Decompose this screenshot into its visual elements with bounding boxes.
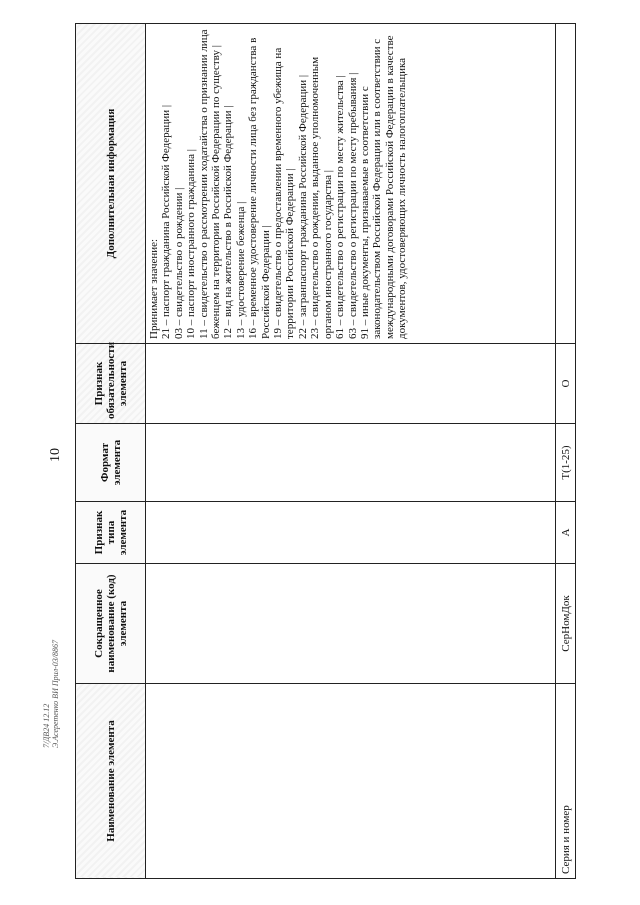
table-row — [556, 24, 576, 879]
cell-element-name: Серия и номер — [556, 684, 576, 879]
elements-table — [75, 23, 576, 879]
cell-additional-info — [146, 24, 556, 344]
page-number: 10 — [48, 448, 63, 462]
cell-empty — [146, 502, 556, 564]
list-item: 03 – свидетельство о рождении | — [172, 187, 185, 339]
document-table-area — [75, 24, 575, 879]
cell-empty — [556, 24, 576, 344]
header-additional-info: Дополнительная информация — [76, 24, 146, 344]
list-item: 12 – вид на жительство в Российской Федерации | — [222, 105, 235, 339]
list-item: 21 – паспорт гражданина Российской Федерации | — [160, 104, 173, 339]
cell-element-code: СерНомДок — [556, 564, 576, 684]
cell-element-format: T(1-25) — [556, 424, 576, 502]
list-item: 91 – иные документы, признаваемые в соответствии с законодательством Российской Федерации или в соответствии с международными договорами Российской Федерации в качестве документов, удостоверяющих личность налогоплательщика — [358, 35, 409, 339]
rotated-table-container — [75, 24, 575, 879]
header-element-type: Признак типа элемента — [76, 502, 146, 564]
list-item: 16 – временное удостоверение личности лица без гражданства в Российской Федерации | — [247, 37, 272, 339]
table-row — [146, 24, 556, 879]
list-intro: Принимает значение: — [148, 238, 160, 339]
table-header-row — [76, 24, 146, 879]
scan-stamp-line-1: 7/ДВ24 12.12 — [42, 703, 51, 748]
list-item: 63 – свидетельство о регистрации по месту пребывания | — [346, 72, 359, 339]
cell-empty — [146, 564, 556, 684]
scan-stamp — [42, 628, 60, 748]
cell-element-required: О — [556, 344, 576, 424]
header-element-name: Наименование элемента — [76, 684, 146, 879]
list-item: 22 – загранпаспорт гражданина Российской Федерации | — [296, 74, 309, 339]
cell-element-type: А — [556, 502, 576, 564]
list-item: 11 – свидетельство о рассмотрении ходатайства о признании лица беженцем на территории Российской Федерации по существу | — [197, 29, 223, 339]
list-item: 19 – свидетельство о предоставлении временного убежища на территории Российской Федерации | — [272, 47, 297, 339]
cell-empty — [146, 344, 556, 424]
document-type-list — [148, 28, 409, 339]
scan-stamp-line-2: Э.Асеретенко ВИ Прил-03/8867 — [51, 640, 60, 748]
header-element-format: Формат элемента — [76, 424, 146, 502]
list-item: 13 – удостоверение беженца | — [234, 201, 247, 339]
cell-empty — [146, 684, 556, 879]
cell-empty — [146, 424, 556, 502]
list-item: 23 – свидетельство о рождении, выданное уполномоченным органом иностранного государства | — [309, 56, 334, 339]
header-element-code: Сокращенное наименование (код) элемента — [76, 564, 146, 684]
header-element-required: Признак обязательности элемента — [76, 344, 146, 424]
list-item: 61 – свидетельство о регистрации по месту жительства | — [334, 75, 347, 339]
list-item: 10 – паспорт иностранного гражданина | — [185, 149, 198, 339]
